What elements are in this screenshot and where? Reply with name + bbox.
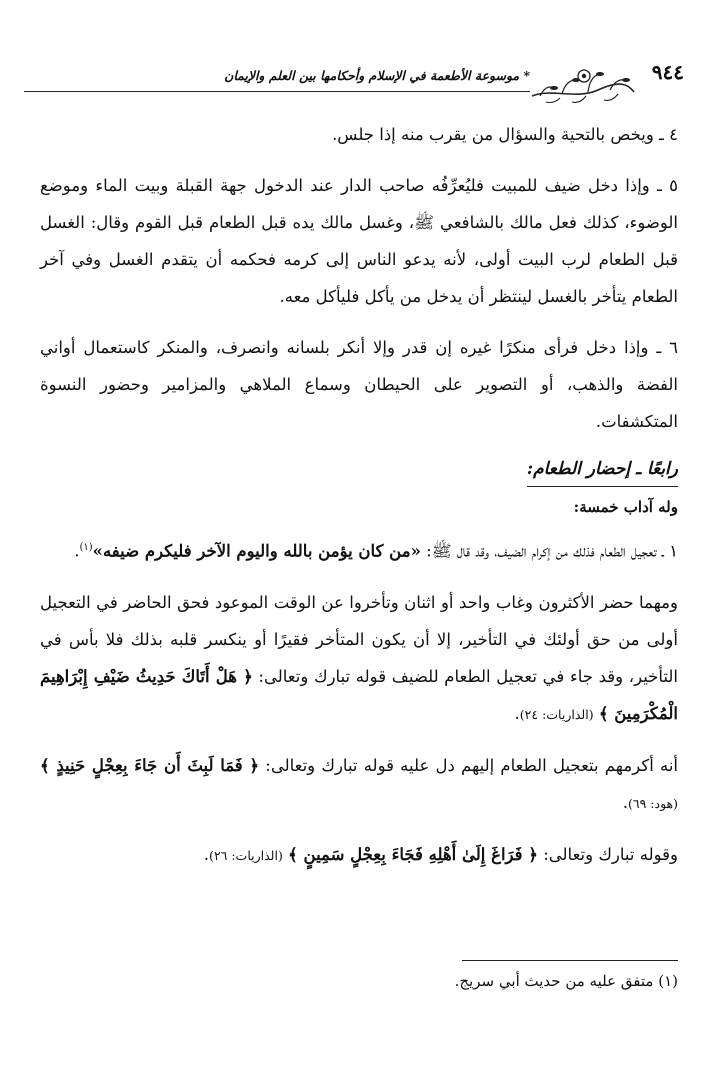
verse-3-reference: (الذاريات: ٢٦) (209, 847, 283, 863)
verse-2-reference: (هود: ٦٩) (627, 795, 678, 811)
qawluhu-text: وقوله تبارك وتعالى: (543, 844, 678, 864)
footnote-marker: (١) (79, 542, 93, 553)
paragraph-item-6: ٦ ـ وإذا دخل فرأى منكرًا غيره إن قدر وإلا أنكر بلسانه وانصرف، والمنكر كاستعمال أواني الفضة والذهب، أو التصوير على الحيطان وسماع الملاهي والمزامير وحضور النسوة المتكشفات. (40, 338, 678, 431)
quran-verse-2: ﴿ فَمَا لَبِثَ أَن جَاءَ بِعِجْلٍ حَنِيذٍ ﴾ (40, 755, 260, 775)
section-heading (40, 454, 678, 487)
paragraph-point-1 (40, 529, 678, 570)
verse-1-reference: (الذاريات: ٢٤) (519, 706, 594, 722)
paragraph-item-5: ٥ ـ وإذا دخل ضيف للمبيت فليُعرِّفُه صاحب الدار عند الدخول جهة القبلة وبيت الماء وموضع الوضوء، كذلك فعل مالك بالشافعي ﷺ، وغسل مالك يده قبل الطعام قبل القوم وقال: الغسل قبل الطعام لرب البيت أولى، لأنه يدعو الناس إلى كرمه فحكمه أن يتقدم الغسل وفي آخر الطعام يتأخر بالغسل لينتظر أن يدخل من يأكل فليأكل معه. (40, 176, 678, 306)
page-header (24, 58, 690, 108)
main-text (40, 116, 678, 888)
mahma-text: ومهما حضر الأكثرون وغاب واحد أو اثنان وتأخروا عن الوقت الموعود فحق الحاضر في التعجيل أولى من حق أولئك في التأخير، إلا أن يكون المتأخر فقيرًا أو ينكسر قلبه بذلك فلا بأس في التأخير، وقد جاء في تعجيل الطعام للضيف قوله تبارك وتعالى: (40, 592, 678, 686)
paragraph-akramahum (40, 747, 678, 822)
running-title: * موسوعة الأطعمة في الإسلام وأحكامها بين العلم والإيمان (224, 68, 530, 83)
point-1-text: ١ ـ تعجيل الطعام فذلك من إكرام الضيف، وقد قال ﷺ: (426, 541, 678, 561)
paragraph-mahma (40, 584, 678, 733)
quran-verse-1: ﴿ هَلْ أَتَاكَ حَدِيثُ ضَيْفِ إِبْرَاهِيمَ الْمُكْرَمِينَ ﴾ (40, 666, 678, 723)
akramahum-text: أنه أكرمهم بتعجيل الطعام إليهم دل عليه قوله تبارك وتعالى: (265, 755, 678, 775)
section-heading-text: رابعًا ـ إحضار الطعام: (527, 454, 678, 487)
verse-2-period: . (622, 792, 628, 812)
point-1-end: . (74, 541, 80, 561)
quran-verse-3: ﴿ فَرَاغَ إِلَىٰ أَهْلِهِ فَجَاءَ بِعِجْلٍ سَمِينٍ ﴾ (288, 844, 538, 864)
header-rule (24, 91, 530, 92)
paragraph-item-4: ٤ ـ ويخص بالتحية والسؤال من يقرب منه إذا جلس. (332, 125, 678, 144)
page-number: ٩٤٤ (651, 60, 684, 84)
paragraph-qawluhu (40, 836, 678, 874)
footnote-rule (462, 960, 678, 961)
footnote: (١) متفق عليه من حديث أبي سريج. (454, 972, 678, 990)
subheading: وله آداب خمسة: (573, 498, 678, 516)
verse-1-period: . (514, 703, 520, 723)
hadith-quote: «من كان يؤمن بالله واليوم الآخر فليكرم ضيفه» (92, 541, 421, 561)
verse-3-period: . (203, 844, 210, 864)
floral-ornament-icon (528, 62, 638, 106)
